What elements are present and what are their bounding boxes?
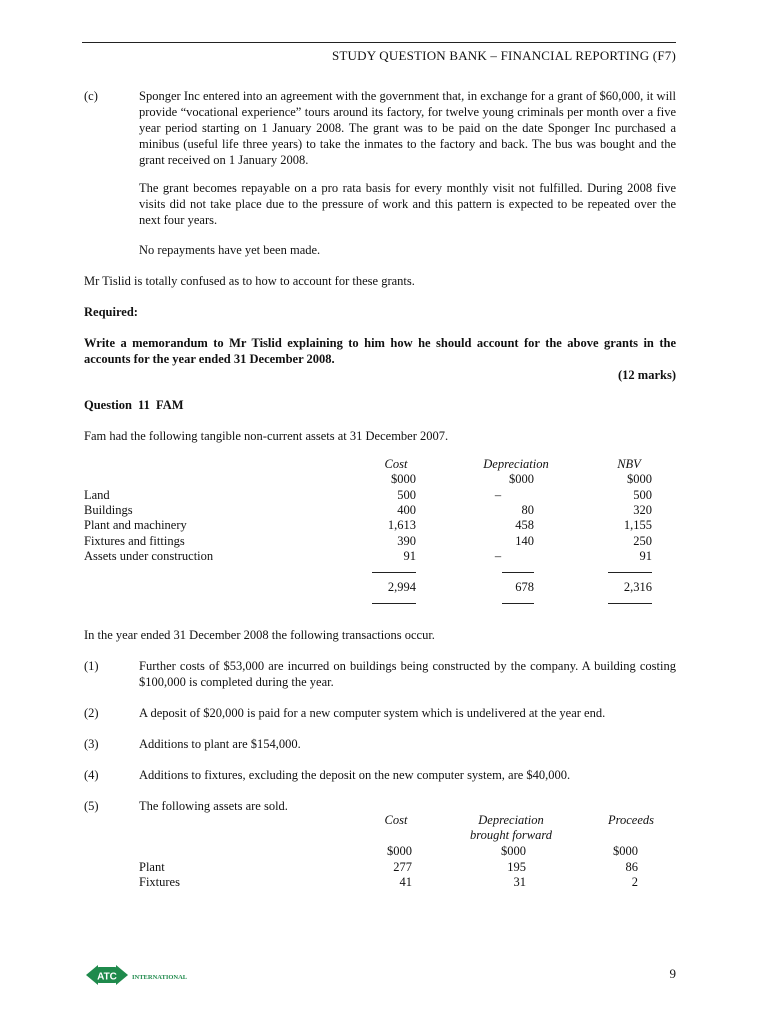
total-cost: 2,994 <box>387 580 416 594</box>
col-header-nbv: NBV <box>617 457 641 471</box>
atc-logo <box>84 962 194 992</box>
item-label: (2) <box>84 706 99 720</box>
item-text: A deposit of $20,000 is paid for a new computer system which is undelivered at the year end. <box>139 706 606 720</box>
sales-row-label: Fixtures <box>139 875 180 889</box>
unit-cost: $000 <box>391 472 416 486</box>
part-c-paragraph-1: Sponger Inc entered into an agreement with the government that, in exchange for a grant of $60,000, it will provide “vocational experience” tours around its factory, for twelve young criminals per month over a five year period starting on 1 January 2008. The grant was to be paid on the date Sponger Inc purchased a minibus (useful life three years) to take the inmates to the factory and back. The bus was bought and the grant received on 1 January 2008. <box>139 89 676 167</box>
sales-row-depreciation: 31 <box>513 875 526 889</box>
sales-row-proceeds: 2 <box>631 875 638 889</box>
unit-depreciation: $000 <box>509 472 534 486</box>
total-rule <box>502 603 534 604</box>
item-label: (1) <box>84 659 99 673</box>
total-rule <box>372 603 416 604</box>
row-cost: 91 <box>403 549 416 563</box>
required-text: Write a memorandum to Mr Tislid explaining to him how he should account for the above grants in the accounts for the year ended 31 December 2008. <box>84 336 676 366</box>
row-nbv: 320 <box>633 503 652 517</box>
question-11-intro: Fam had the following tangible non-current assets at 31 December 2007. <box>84 429 449 443</box>
row-depreciation: – <box>494 488 502 502</box>
col-header-cost: Cost <box>384 457 408 471</box>
total-rule <box>608 603 652 604</box>
row-label: Plant and machinery <box>84 518 187 532</box>
row-cost: 500 <box>397 488 416 502</box>
subtotal-rule <box>502 572 534 573</box>
sales-header-cost: Cost <box>384 813 408 827</box>
item-text: Further costs of $53,000 are incurred on buildings being constructed by the company. A building costing $100,000 is completed during the year. <box>139 659 676 689</box>
sales-header-proceeds: Proceeds <box>607 813 655 827</box>
row-depreciation: 140 <box>515 534 534 548</box>
sales-subheader: brought forward <box>469 828 553 842</box>
row-label: Assets under construction <box>84 549 214 563</box>
year-intro: In the year ended 31 December 2008 the following transactions occur. <box>84 628 435 642</box>
item-text: Additions to plant are $154,000. <box>139 737 301 751</box>
subtotal-rule <box>372 572 416 573</box>
item-label: (5) <box>84 799 99 813</box>
sales-unit-cost: $000 <box>387 844 412 858</box>
total-nbv: 2,316 <box>623 580 652 594</box>
row-nbv: 500 <box>633 488 652 502</box>
header-title: STUDY QUESTION BANK – FINANCIAL REPORTING (F7) <box>331 48 676 63</box>
row-cost: 400 <box>397 503 416 517</box>
sales-unit-depreciation: $000 <box>501 844 526 858</box>
sales-row-cost: 277 <box>393 860 412 874</box>
sales-row-cost: 41 <box>399 875 412 889</box>
atc-logo-icon <box>84 962 194 988</box>
unit-nbv: $000 <box>627 472 652 486</box>
item-text: The following assets are sold. <box>139 799 288 813</box>
part-c-label: (c) <box>84 89 98 103</box>
part-c-paragraph-3: No repayments have yet been made. <box>139 243 321 257</box>
marks-label: (12 marks) <box>618 368 676 382</box>
subtotal-rule <box>608 572 652 573</box>
confused-text: Mr Tislid is totally confused as to how to account for these grants. <box>84 274 415 288</box>
item-label: (3) <box>84 737 99 751</box>
header-rule <box>82 42 676 43</box>
sales-unit-proceeds: $000 <box>613 844 638 858</box>
sales-row-depreciation: 195 <box>507 860 526 874</box>
page-number: 9 <box>669 966 676 981</box>
row-cost: 1,613 <box>387 518 416 532</box>
row-depreciation: 458 <box>515 518 534 532</box>
col-header-depreciation: Depreciation <box>483 457 549 471</box>
question-11-title: Question 11 FAM <box>84 398 184 412</box>
row-depreciation: 80 <box>521 503 534 517</box>
row-label: Land <box>84 488 110 502</box>
row-nbv: 91 <box>639 549 652 563</box>
required-label: Required: <box>84 305 138 319</box>
row-label: Fixtures and fittings <box>84 534 185 548</box>
sales-row-label: Plant <box>139 860 165 874</box>
item-text: Additions to fixtures, excluding the deposit on the new computer system, are $40,000. <box>139 768 571 782</box>
row-cost: 390 <box>397 534 416 548</box>
logo-text: ATC <box>97 971 117 983</box>
item-label: (4) <box>84 768 99 782</box>
sales-row-proceeds: 86 <box>625 860 638 874</box>
sales-header-depreciation: Depreciation <box>478 813 544 827</box>
logo-subtext: INTERNATIONAL <box>132 974 188 981</box>
row-nbv: 250 <box>633 534 652 548</box>
row-nbv: 1,155 <box>623 518 652 532</box>
part-c-paragraph-2: The grant becomes repayable on a pro rata basis for every monthly visit not fulfilled. During 2008 five visits did not take place due to the pressure of work and this pattern is expected to be repeated over the next four years. <box>139 181 676 227</box>
row-depreciation: – <box>494 549 502 563</box>
row-label: Buildings <box>84 503 133 517</box>
total-depreciation: 678 <box>515 580 534 594</box>
